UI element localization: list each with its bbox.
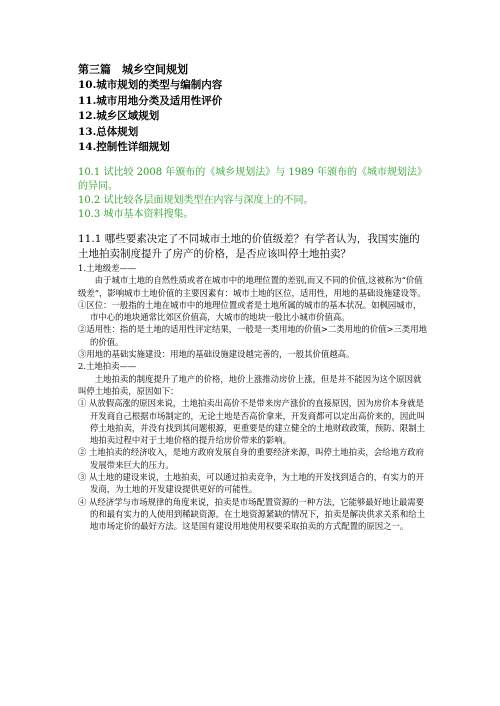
toc-list bbox=[78, 78, 428, 156]
toc-item: 11.城市用地分类及适用性评价 bbox=[78, 94, 223, 107]
question-11-1: 11.1 哪些要素决定了不同城市土地的价值级差？有学者认为，我国实施的土地拍卖制度提升了房产的价格，是否应该叫停土地拍卖？ bbox=[78, 232, 420, 260]
toc-item: 14.控制性详细规划 bbox=[78, 141, 170, 154]
list-item: ② 土地拍卖的经济收入，是地方政府发展自身的重要经济来源，叫停土地拍卖，会给地方政府发展带来巨大的压力。 bbox=[78, 447, 425, 470]
page-content bbox=[78, 62, 428, 533]
toc-item: 12.城乡区域规划 bbox=[78, 110, 160, 123]
section-title: 2.土地拍卖—— bbox=[78, 361, 137, 372]
topic-item: 10.3 城市基本资料搜集。 bbox=[78, 208, 194, 220]
toc-item: 13.总体规划 bbox=[78, 125, 139, 138]
topic-list bbox=[78, 166, 428, 222]
section-land-auction bbox=[78, 360, 428, 532]
list-item: ④ 从经济学与市场规律的角度来说，拍卖是市场配置资源的一种方法，它能够最好地让最需要的和最有实力的人使用到稀缺资源。在土地资源紧缺的情况下，拍卖是解决供求关系和给土地市场定价的最好方法。这是国有建设用地使用权要采取拍卖的方式配置的原因之一。 bbox=[78, 496, 425, 532]
list-item: ③ 从土地的建设来说，土地拍卖，可以通过拍卖竞争，为土地的开发找到适合的，有实力的开发商，为土地的开发建设提供更好的可能性。 bbox=[78, 472, 425, 495]
list-item: ③用地的基础实施建设：用地的基础设施建设越完善的，一般其价值越高。 bbox=[78, 349, 355, 360]
list-item: ① 从放假高涨的原因来说，土地拍卖出高价不是带来房产涨价的直接原因，因为房价本身就是开发商自己根据市场制定的，无论土地是否高价拿来，开发商都可以定出高价来的，因此叫停土地拍卖，并没有找到其问题根源，更重要是的建立健全的土地财政政策，预防、限制土地拍卖过程中对于土地价格的提升给房价带来的影响。 bbox=[78, 398, 425, 446]
part-title: 第三篇 城乡空间规划 bbox=[78, 63, 188, 76]
list-item: ②适用性：指的是土地的适用性评定结果，一般是一类用地的价值>二类用地的价值>三类用地的价值。 bbox=[78, 324, 428, 347]
section-intro: 土地拍卖的制度提升了地产的价格，地价上涨推动房价上涨，但是并不能因为这个原因就叫停土地拍卖，原因如下： bbox=[78, 373, 422, 396]
topic-item: 10.2 试比较各层面规划类型在内容与深度上的不同。 bbox=[78, 194, 314, 206]
toc-item: 10.城市规划的类型与编制内容 bbox=[78, 79, 223, 91]
section-intro: 由于城市土地的自然性质或者在城市中的地理位置的差别,而又不同的价值,这被称为“价值级差”，影响城市土地价值的主要因素有：城市土地的区位，适用性，用地的基础设施建设等。 bbox=[78, 275, 426, 298]
section-title: 1.土地级差—— bbox=[78, 262, 137, 273]
topic-item: 10.1 试比较 2008 年颁布的《城乡规划法》与 1989 年颁布的《城市规划法》的异同。 bbox=[78, 166, 428, 192]
section-land-gradient bbox=[78, 262, 428, 360]
list-item: ①区位：一般指的土地在城市中的地理位置或者是土地所属的城市的基本状况。如枫园城市，市中心的地块通常比郊区价值高，大城市的地块一般比小城市价值高。 bbox=[78, 299, 422, 323]
